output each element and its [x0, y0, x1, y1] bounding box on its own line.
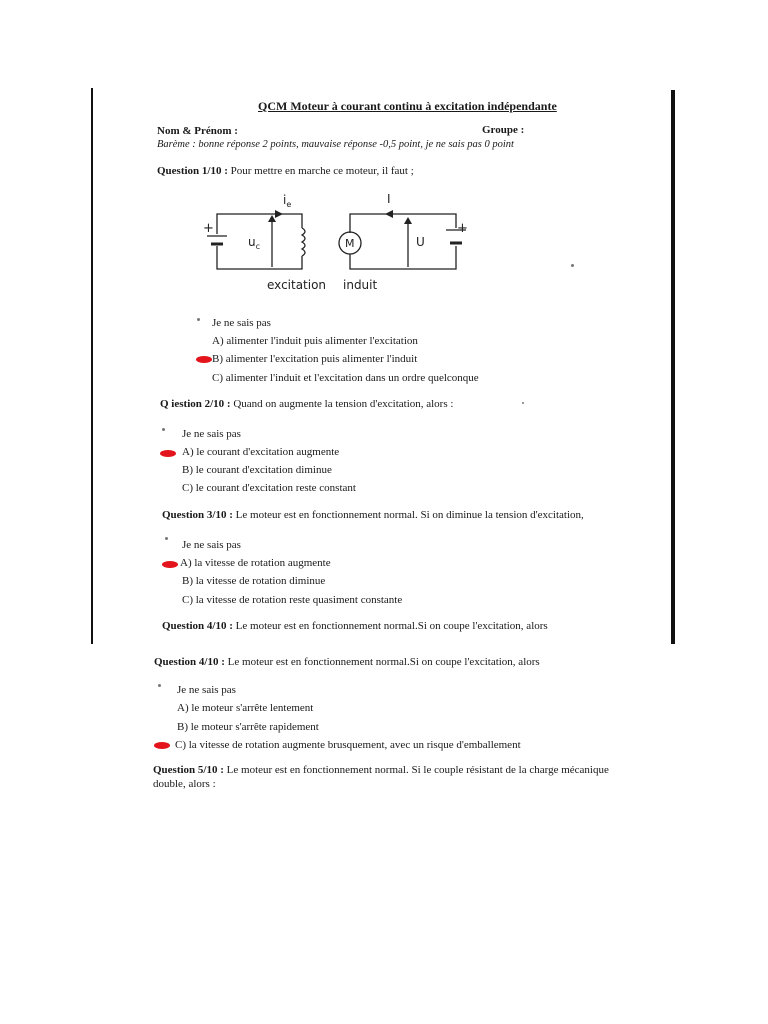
question-number: Question 4/10 :	[162, 620, 233, 632]
question-3	[162, 509, 584, 521]
q3-option-a[interactable]: A) la vitesse de rotation augmente	[180, 557, 331, 569]
question-text: Pour mettre en marche ce moteur, il faut ;	[230, 165, 414, 177]
question-4	[154, 656, 540, 668]
scan-dot	[162, 428, 165, 431]
q4-option-dont-know[interactable]: Je ne sais pas	[177, 684, 236, 696]
scoring-rules: Barème : bonne réponse 2 points, mauvaise réponse -0,5 point, je ne sais pas 0 point	[157, 139, 514, 150]
scan-dot	[197, 318, 200, 321]
induit-wire-top	[350, 214, 456, 233]
question-5-text-continued: double, alors :	[153, 778, 216, 790]
question-text: Le moteur est en fonctionnement normal. Si on diminue la tension d'excitation,	[235, 509, 584, 521]
uc-label: $u_c$	[248, 235, 261, 251]
q4-option-b[interactable]: B) le moteur s'arrête rapidement	[177, 721, 319, 733]
q1-option-a[interactable]: A) alimenter l'induit puis alimenter l'excitation	[212, 335, 418, 347]
q2-option-a[interactable]: A) le courant d'excitation augmente	[182, 446, 340, 458]
q3-option-c[interactable]: C) la vitesse de rotation reste quasiment constante	[182, 594, 403, 606]
excitation-wire-top	[217, 214, 302, 234]
q4-option-c[interactable]: C) la vitesse de rotation augmente brusquement, avec un risque d'emballement	[175, 739, 521, 751]
question-number: Question 3/10 :	[162, 509, 233, 521]
scan-speck	[522, 402, 524, 404]
document-title: QCM Moteur à courant continu à excitation indépendante	[258, 99, 557, 113]
question-4-scan-top	[162, 620, 548, 632]
selected-answer-mark	[160, 450, 176, 457]
question-number: Question 1/10 :	[157, 165, 228, 177]
selected-answer-mark	[154, 742, 170, 749]
circuit-diagram	[195, 188, 485, 296]
excitation-plus-sign: +	[203, 221, 214, 236]
question-text: Le moteur est en fonctionnement normal.Si on coupe l'excitation, alors	[235, 620, 548, 632]
q1-option-dont-know[interactable]: Je ne sais pas	[212, 317, 271, 329]
motor-label: M	[345, 237, 355, 250]
ie-label: $i_e$	[283, 193, 292, 209]
question-1	[157, 165, 414, 177]
q4-option-a[interactable]: A) le moteur s'arrête lentement	[177, 702, 314, 714]
question-number: Question 4/10 :	[154, 656, 225, 668]
q1-option-b[interactable]: B) alimenter l'excitation puis alimenter l'induit	[212, 353, 418, 365]
name-label: Nom & Prénom :	[157, 125, 238, 137]
scan-left-border	[91, 88, 93, 644]
q1-option-c[interactable]: C) alimenter l'induit et l'excitation dans un ordre quelconque	[212, 372, 479, 384]
current-label: I	[387, 192, 391, 206]
group-label: Groupe :	[482, 124, 525, 136]
scan-dot	[158, 684, 161, 687]
q3-option-b[interactable]: B) la vitesse de rotation diminue	[182, 575, 326, 587]
scan-speck	[571, 264, 574, 267]
question-5	[153, 764, 609, 776]
scan-dot	[165, 537, 168, 540]
induit-wire-bottom	[350, 246, 456, 269]
induit-plus-sign: +	[457, 221, 468, 236]
voltage-label: U	[416, 235, 425, 249]
q2-option-c[interactable]: C) le courant d'excitation reste constant	[182, 482, 356, 494]
question-number: Q iestion 2/10 :	[160, 398, 231, 410]
u-arrowhead	[404, 217, 412, 224]
question-text: Le moteur est en fonctionnement normal.Si on coupe l'excitation, alors	[227, 656, 540, 668]
selected-answer-mark	[162, 561, 178, 568]
selected-answer-mark	[196, 356, 212, 363]
excitation-caption: excitation	[267, 278, 327, 292]
current-arrowhead	[385, 210, 393, 218]
q3-option-dont-know[interactable]: Je ne sais pas	[182, 539, 241, 551]
scan-right-border	[671, 90, 675, 644]
question-number: Question 5/10 :	[153, 764, 224, 776]
question-text: Le moteur est en fonctionnement normal. Si le couple résistant de la charge mécanique	[226, 764, 609, 776]
question-2	[160, 398, 453, 410]
ie-arrowhead	[275, 210, 283, 218]
q2-option-dont-know[interactable]: Je ne sais pas	[182, 428, 241, 440]
q2-option-b[interactable]: B) le courant d'excitation diminue	[182, 464, 332, 476]
induit-caption: induit	[343, 278, 378, 292]
uc-arrowhead	[268, 215, 276, 222]
question-text: Quand on augmente la tension d'excitation, alors :	[233, 398, 454, 410]
excitation-coil	[302, 228, 305, 256]
